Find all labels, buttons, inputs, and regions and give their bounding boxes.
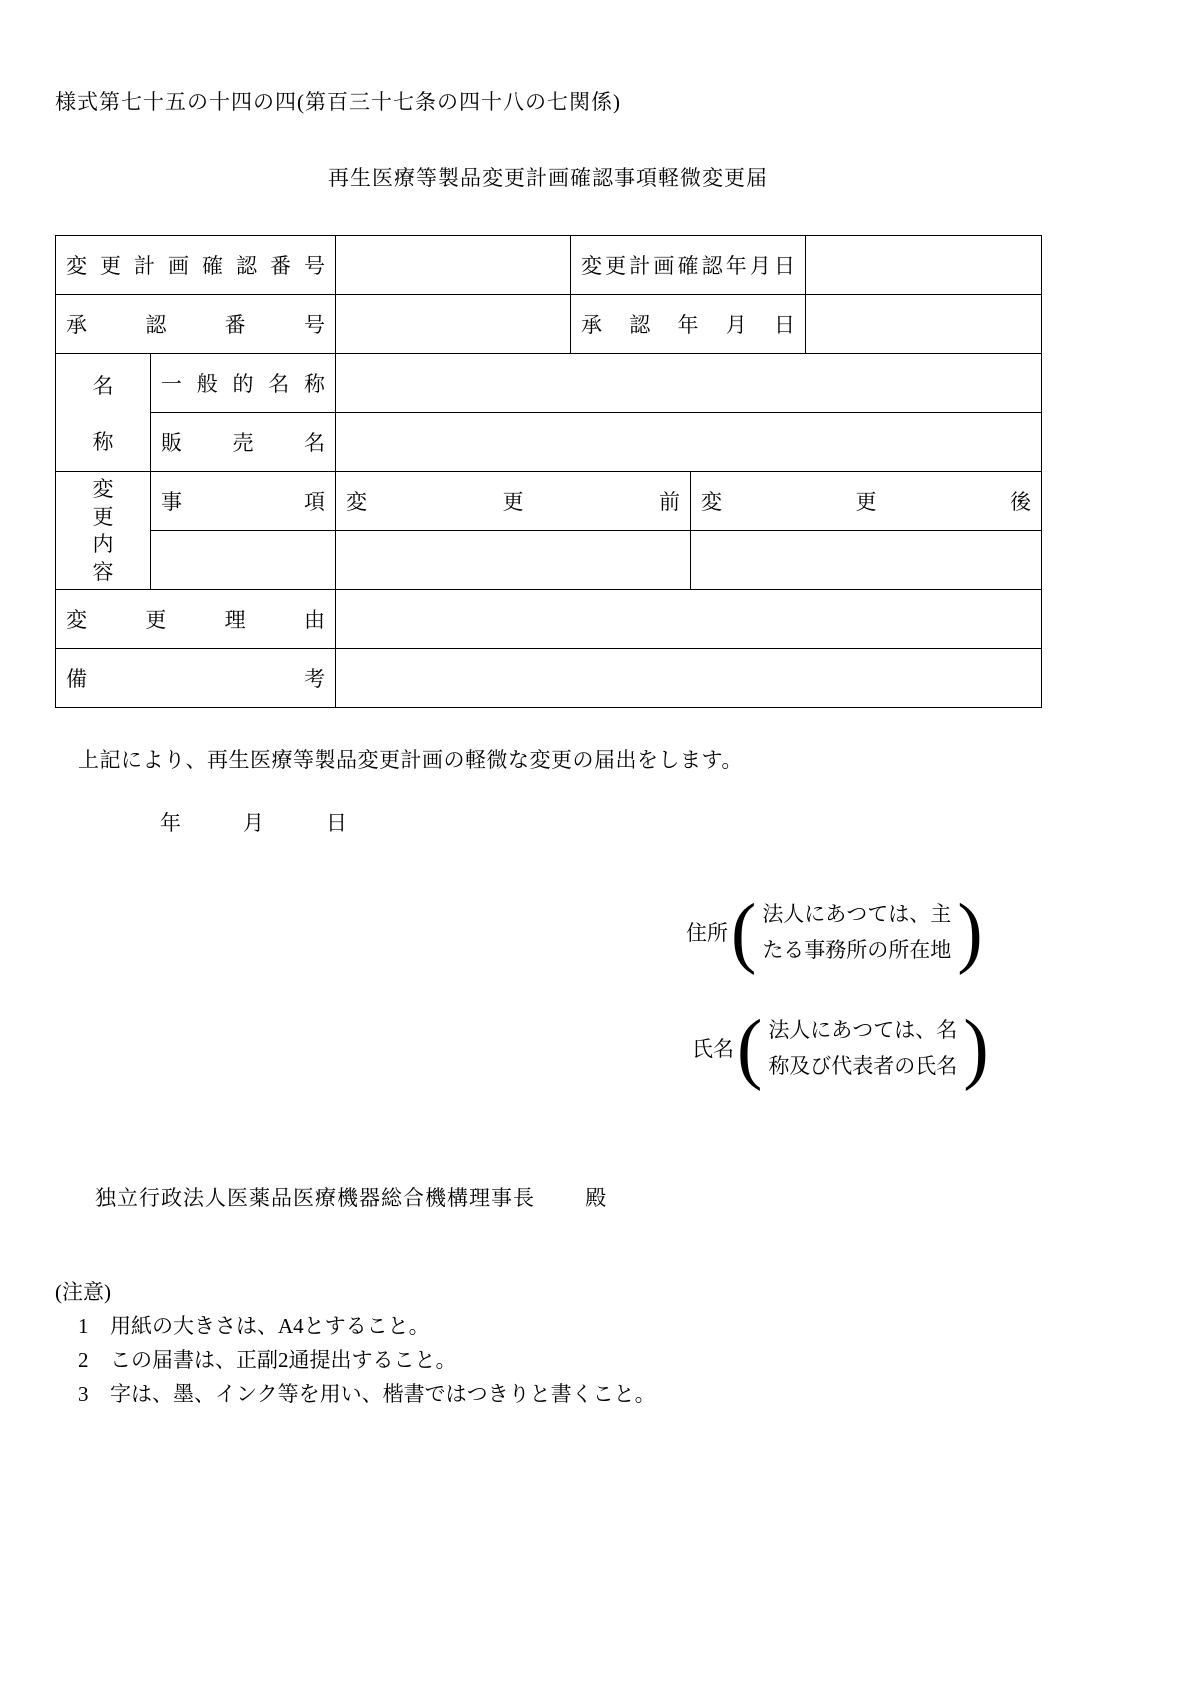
note-number: 2 — [78, 1348, 89, 1372]
brand-name-label: 販 売 名 — [161, 431, 325, 455]
name-note-line1: 法人にあつては、名 — [768, 1018, 958, 1042]
name-section-label-cell — [56, 354, 151, 472]
brand-name-value-cell — [336, 413, 1042, 472]
date-line — [160, 807, 347, 837]
approval-date-label: 承 認 年 月 日 — [581, 313, 795, 337]
note-item — [78, 1349, 656, 1371]
before-change-value-cell — [336, 531, 691, 590]
confirmation-date-label: 変 更 計 画 確 認 年 月 日 — [581, 254, 795, 278]
confirmation-date-value-cell — [806, 236, 1042, 295]
change-reason-label-cell — [56, 590, 336, 649]
item-label: 事 項 — [161, 490, 325, 514]
approval-date-value-cell — [806, 295, 1042, 354]
year-label: 年 — [160, 811, 181, 835]
note-item — [78, 1383, 656, 1405]
open-paren: ( — [737, 1003, 763, 1092]
confirmation-date-label-cell — [571, 236, 806, 295]
confirmation-number-label: 変 更 計 画 確 認 番 号 — [66, 254, 325, 278]
brand-name-label-cell — [151, 413, 336, 472]
note-text: 用紙の大きさは、A4とすること。 — [110, 1314, 430, 1338]
confirmation-number-value-cell — [336, 236, 571, 295]
item-label-cell — [151, 472, 336, 531]
change-content-label-cell — [56, 472, 151, 590]
change-reason-value-cell — [336, 590, 1042, 649]
remarks-value-cell — [336, 649, 1042, 708]
note-item — [78, 1315, 656, 1337]
page-title: 再生医療等製品変更計画確認事項軽微変更届 — [328, 166, 768, 190]
month-label: 月 — [243, 811, 264, 835]
approval-date-label-cell — [571, 295, 806, 354]
remarks-label: 備 考 — [66, 667, 325, 691]
day-label: 日 — [326, 811, 347, 835]
addressee-honorific: 殿 — [585, 1186, 608, 1210]
after-change-label: 変 更 後 — [701, 490, 1031, 514]
note-number: 1 — [78, 1314, 89, 1338]
note-text: 字は、墨、インク等を用い、楷書ではつきりと書くこと。 — [110, 1382, 656, 1406]
name-label: 氏名 — [692, 1037, 734, 1061]
open-paren: ( — [731, 887, 757, 976]
before-change-label-cell — [336, 472, 691, 531]
address-note-line1: 法人にあつては、主 — [762, 902, 952, 926]
address-label: 住所 — [686, 921, 728, 945]
after-change-label-cell — [691, 472, 1042, 531]
address-note-line2: たる事務所の所在地 — [762, 938, 952, 962]
notes-section — [55, 1281, 656, 1405]
after-change-value-cell — [691, 531, 1042, 590]
change-content-label: 変 更 内 容 — [92, 477, 114, 584]
name-section-label: 名 称 — [92, 373, 114, 454]
generic-name-value-cell — [336, 354, 1042, 413]
close-paren: ) — [957, 887, 983, 976]
before-change-label: 変 更 前 — [346, 490, 680, 514]
addressee-line — [95, 1182, 607, 1212]
note-number: 3 — [78, 1382, 89, 1406]
generic-name-label: 一 般 的 名 称 — [161, 372, 325, 396]
name-note — [762, 1012, 963, 1084]
address-note — [756, 896, 957, 968]
submission-statement: 上記により、再生医療等製品変更計画の軽微な変更の届出をします。 — [78, 748, 743, 772]
notes-heading: (注意) — [55, 1280, 111, 1304]
approval-number-label: 承 認 番 号 — [66, 313, 325, 337]
remarks-label-cell — [56, 649, 336, 708]
change-reason-label: 変 更 理 由 — [66, 608, 325, 632]
note-text: この届書は、正副2通提出すること。 — [110, 1348, 457, 1372]
item-value-cell — [151, 531, 336, 590]
approval-number-label-cell — [56, 295, 336, 354]
address-block — [686, 887, 983, 976]
main-form-table — [55, 235, 1042, 708]
name-note-line2: 称及び代表者の氏名 — [768, 1054, 958, 1078]
close-paren: ) — [963, 1003, 989, 1092]
confirmation-number-label-cell — [56, 236, 336, 295]
form-number: 様式第七十五の十四の四(第百三十七条の四十八の七関係) — [55, 90, 621, 114]
generic-name-label-cell — [151, 354, 336, 413]
approval-number-value-cell — [336, 295, 571, 354]
addressee-organization: 独立行政法人医薬品医療機器総合機構理事長 — [95, 1186, 535, 1210]
name-block — [692, 1003, 989, 1092]
